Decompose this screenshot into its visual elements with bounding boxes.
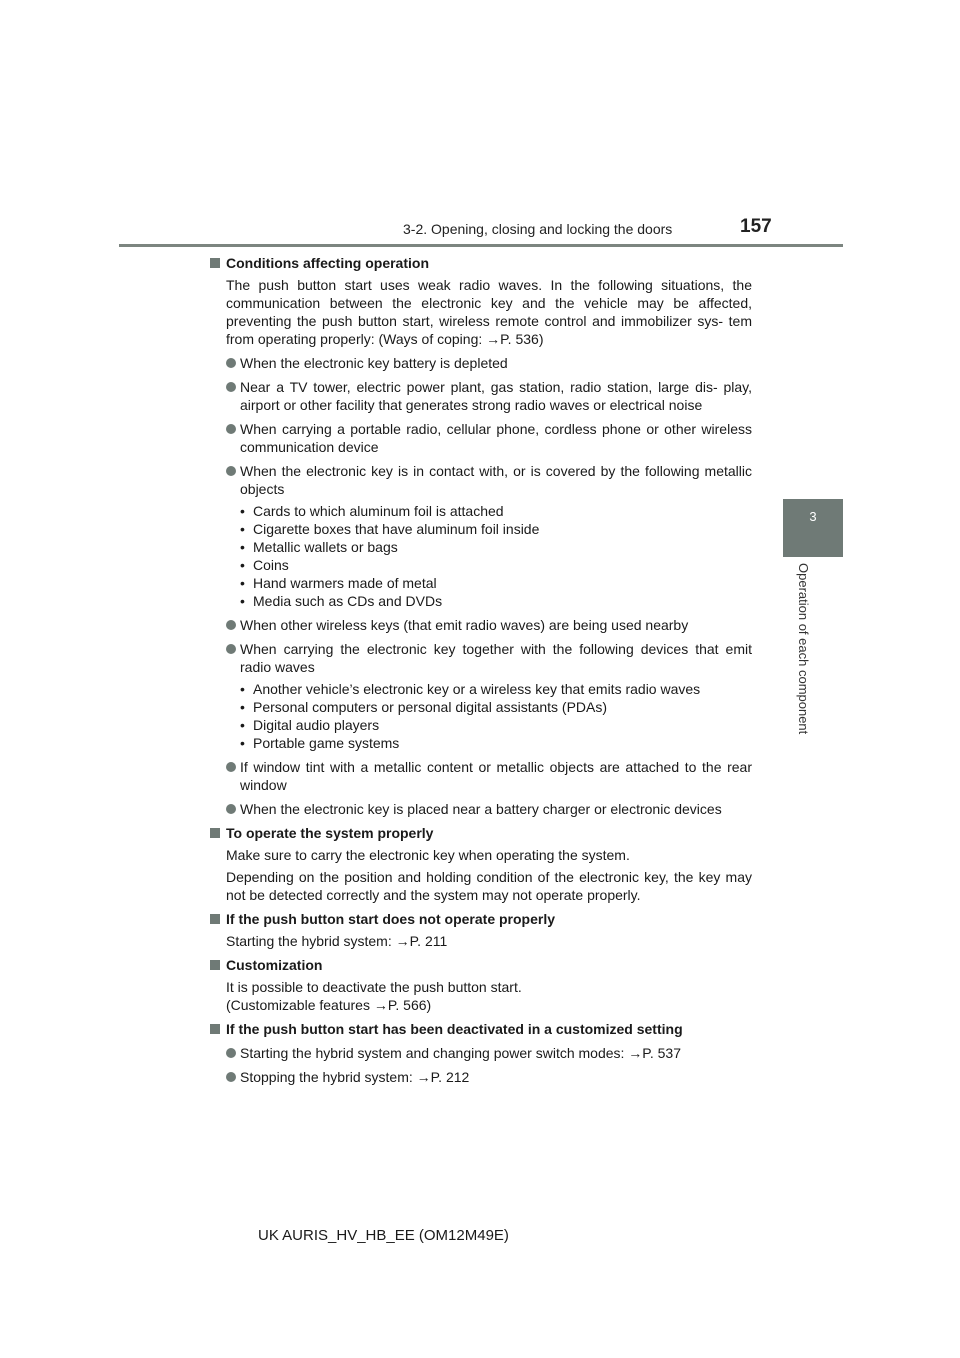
square-bullet-icon xyxy=(210,828,220,838)
list-item: • Metallic wallets or bags xyxy=(240,538,752,556)
chapter-label: Operation of each component xyxy=(796,563,811,735)
list-item: • Another vehicle’s electronic key or a wireless key that emits radio waves xyxy=(240,680,752,698)
section-heading-text: If the push button start does not operate properly xyxy=(226,911,556,927)
section-heading-text: If the push button start has been deactivated in a customized setting xyxy=(226,1021,683,1037)
bullet-item xyxy=(226,758,752,794)
circle-bullet-icon xyxy=(226,466,236,476)
section-deactivated xyxy=(210,1020,752,1086)
circle-bullet-icon xyxy=(226,382,236,392)
circle-bullet-icon xyxy=(226,424,236,434)
list-item: • Coins xyxy=(240,556,752,574)
section-customization xyxy=(210,956,752,1014)
circle-bullet-icon xyxy=(226,358,236,368)
list-item: • Hand warmers made of metal xyxy=(240,574,752,592)
section-heading xyxy=(210,956,752,974)
circle-bullet-icon xyxy=(226,762,236,772)
list-item: • Media such as CDs and DVDs xyxy=(240,592,752,610)
section-heading xyxy=(210,1020,752,1038)
bullet-text: When carrying a portable radio, cellular phone, cordless phone or other wireless communication device xyxy=(240,421,752,455)
footer-model: UK AURIS_HV_HB_EE (OM12M49E) xyxy=(258,1227,509,1244)
list-item: • Digital audio players xyxy=(240,716,752,734)
square-bullet-icon xyxy=(210,258,220,268)
bullet-text: Starting the hybrid system and changing power switch modes: →P. 537 xyxy=(240,1045,681,1061)
paragraph: Starting the hybrid system: →P. 211 xyxy=(226,933,448,949)
bullet-item xyxy=(226,616,752,634)
square-bullet-icon xyxy=(210,960,220,970)
bullet-item xyxy=(226,420,752,456)
list-item: • Cigarette boxes that have aluminum foil inside xyxy=(240,520,752,538)
section-heading xyxy=(210,910,752,928)
bullet-item xyxy=(226,640,752,676)
bullet-text: Stopping the hybrid system: →P. 212 xyxy=(240,1069,470,1085)
bullet-text: Near a TV tower, electric power plant, gas station, radio station, large dis- play, airport or other facility that generates strong radio waves or electrical noise xyxy=(240,379,752,413)
section-heading-text: To operate the system properly xyxy=(226,825,434,841)
bullet-item xyxy=(226,378,752,414)
paragraph: Depending on the position and holding condition of the electronic key, the key may not be detected correctly and the system may not operate properly. xyxy=(226,869,752,903)
bullet-text: When the electronic key is placed near a battery charger or electronic devices xyxy=(240,801,722,817)
section-heading-text: Customization xyxy=(226,957,323,973)
paragraph: It is possible to deactivate the push button start. xyxy=(226,979,522,995)
circle-bullet-icon xyxy=(226,644,236,654)
chapter-tab xyxy=(783,499,843,557)
section-heading xyxy=(210,254,752,272)
bullet-text: When the electronic key battery is depleted xyxy=(240,355,508,371)
section-heading-text: Conditions affecting operation xyxy=(226,255,429,271)
radio-devices-list xyxy=(240,680,752,752)
bullet-text: When the electronic key is in contact with, or is covered by the following metallic objects xyxy=(240,463,752,497)
section-heading xyxy=(210,824,752,842)
circle-bullet-icon xyxy=(226,620,236,630)
square-bullet-icon xyxy=(210,914,220,924)
section-operate-properly xyxy=(210,824,752,904)
page-number: 157 xyxy=(740,216,772,237)
section-not-operate xyxy=(210,910,752,950)
circle-bullet-icon xyxy=(226,804,236,814)
page-content xyxy=(210,254,752,1086)
metallic-objects-list xyxy=(240,502,752,610)
bullet-item xyxy=(226,354,752,372)
paragraph: (Customizable features →P. 566) xyxy=(226,997,432,1013)
circle-bullet-icon xyxy=(226,1048,236,1058)
paragraph: The push button start uses weak radio waves. In the following situations, the communication between the electronic key and the vehicle may be affected, preventing the push button start, wireless remote control and immobilizer sys- tem from operating properly: (Ways of coping: →P. 536) xyxy=(226,277,752,347)
chapter-tab-number: 3 xyxy=(809,509,817,524)
chapter-label-wrap xyxy=(783,563,823,763)
bullet-text: When carrying the electronic key together with the following devices that emit radio waves xyxy=(240,641,752,675)
bullet-item xyxy=(226,800,752,818)
bullet-item xyxy=(226,462,752,498)
header-title: 3-2. Opening, closing and locking the doors xyxy=(403,221,673,237)
bullet-text: When other wireless keys (that emit radio waves) are being used nearby xyxy=(240,617,689,633)
bullet-item xyxy=(226,1044,752,1062)
list-item: • Portable game systems xyxy=(240,734,752,752)
header-rule xyxy=(119,244,843,247)
paragraph: Make sure to carry the electronic key when operating the system. xyxy=(226,847,630,863)
bullet-item xyxy=(226,1068,752,1086)
list-item: • Personal computers or personal digital assistants (PDAs) xyxy=(240,698,752,716)
list-item: • Cards to which aluminum foil is attached xyxy=(240,502,752,520)
square-bullet-icon xyxy=(210,1024,220,1034)
section-conditions xyxy=(210,254,752,818)
circle-bullet-icon xyxy=(226,1072,236,1082)
bullet-text: If window tint with a metallic content or metallic objects are attached to the rear window xyxy=(240,759,752,793)
